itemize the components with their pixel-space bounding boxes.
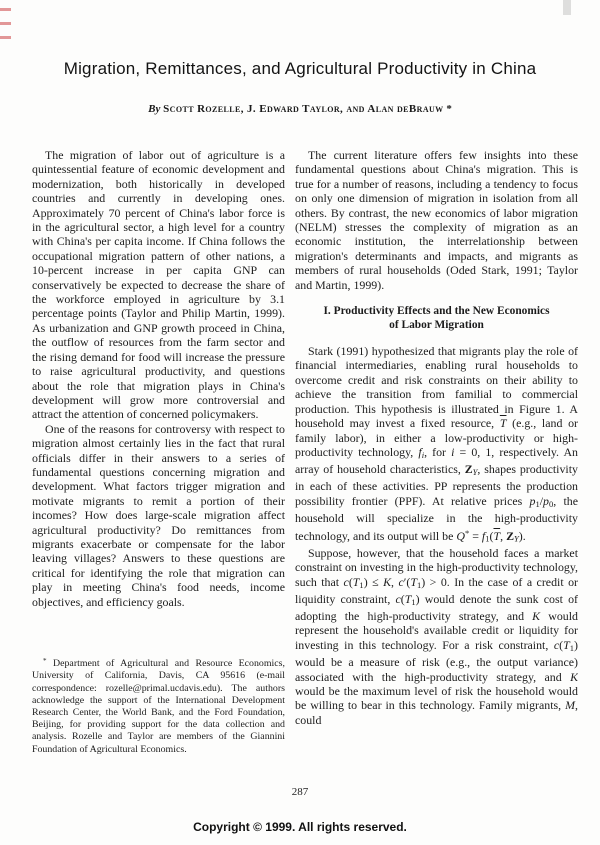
right-column (295, 148, 578, 798)
section-heading-line2: of Labor Migration (389, 319, 484, 332)
paragraph-stark-hypothesis: Stark (1991) hypothesized that migrants play the role of financial intermediaries, enabling rural households to overcome credit and risk constraints on their ability to achieve the transition from familial to commercial production. This hypothesis is illustrated in Figure 1. A household may invest a fixed resource, $\overline{T}$ (e.g., land or family labor), in either a low-productivity or high-productivity technology, fi, for i = 0, 1, respectively. An array of household characteristics, ZY, shapes productivity in each of these activities. PP represents the production possibility frontier (PPF). At relative prices p1/p0, the household will specialize in the high-productivity technology, and its output will be $Q^* = f1(\overline{T}$, ZY). (295, 344, 578, 544)
body-columns (32, 148, 578, 798)
scan-mark-gray (563, 0, 571, 15)
byline-authors: Scott Rozelle, J. Edward Taylor, and Alan deBrauw (163, 103, 444, 115)
author-footnote: * Department of Agricultural and Resource Economics, University of California, Davis, CA 95616 (e-mail correspondence: rozelle@primal.ucdavis.edu). The authors acknowledge the support of the International Development Research Center, the World Bank, and the Ford Foundation, Beijing, for providing support for the data collection and analysis. Rozelle and Taylor are members of the Giannini Foundation of Agricultural Economics. (32, 657, 285, 755)
section-heading-line1: I. Productivity Effects and the New Economics (323, 305, 550, 318)
byline-footnote-marker: * (443, 103, 452, 115)
byline-by: By (148, 103, 164, 115)
scan-mark-red-3 (0, 36, 11, 39)
paragraph-controversy: One of the reasons for controversy with respect to migration almost certainly lies in the fact that rural officials differ in their answers to a series of fundamental questions concerning migration and development. What factors trigger migration and motivate migrants to remit a portion of their incomes? How does large-scale migration affect agricultural productivity? Do remittances from migrants exacerbate or compensate for the labor leaving villages? Answers to these questions are critical for identifying the role that migration can play in meeting China's food needs, income objectives, and efficiency goals. (32, 421, 285, 609)
section-heading (295, 304, 578, 332)
scan-mark-red-2 (0, 22, 11, 25)
left-column (32, 148, 285, 798)
byline (0, 103, 600, 115)
page-title: Migration, Remittances, and Agricultural Productivity in China (63, 59, 537, 78)
paragraph-market-constraint: Suppose, however, that the household faces a market constraint on investing in the high-productivity technology, such that c(T1) ≤ K, c′(T1) > 0. In the case of a credit or liquidity constraint, c(T1) would denote the sunk cost of adopting the high-productivity strategy, and K would represent the household's available credit or liquidity for investing in this technology. For a risk constraint, c(T1) would be a measure of risk (e.g., the output variance) associated with the high-productivity strategy, and K would be the maximum level of risk the household would be willing to bear in this technology. Family migrants, M, could (295, 545, 578, 727)
page-number: 287 (291, 786, 309, 798)
copyright-notice: Copyright © 1999. All rights reserved. (193, 820, 407, 834)
scan-mark-red-1 (0, 8, 11, 11)
paragraph-literature: The current literature offers few insights into these fundamental questions about China's migration. This is true for a number of reasons, including a tendency to focus on only one dimension of migration in isolation from all others. By contrast, the new economics of labor migration (NELM) stresses the complexity of migration as an economic institution, the interrelationship between migration's determinants and impacts, and migrants as members of rural households (Oded Stark, 1991; Taylor and Martin, 1999). (295, 148, 578, 292)
paragraph-intro: The migration of labor out of agriculture is a quintessential feature of economic development and modernization, both historically in developed countries and currently in developing ones. Approximately 70 percent of China's labor force is in the agricultural sector, a high level for a country with China's per capita income. If China follows the occupational migration pattern of other nations, a 10-percent increase in per capita GNP can conservatively be expected to decrease the share of the workforce employed in agriculture by 3.1 percentage points (Taylor and Philip Martin, 1999). As urbanization and GNP growth proceed in China, the outflow of resources from the farm sector and the rising demand for food will increase the pressure to raise agricultural productivity, and questions about the role that migration plays in China's development will grow more controversial and attract the attention of concerned policymakers. (32, 148, 285, 422)
